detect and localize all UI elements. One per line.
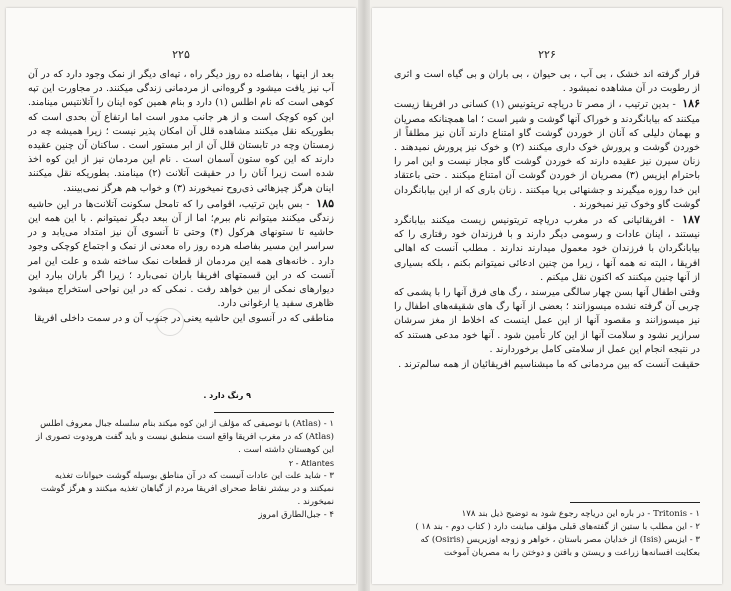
right-page xyxy=(372,8,722,584)
section-number-187: ۱۸۷ xyxy=(682,213,700,227)
right-paragraph-3: ۱۸۷ - افریقائیانی که در مغرب دریاچه تریتونیس زیست میکنند بیابانگرد نیستند ، اینان عادات و رسومی دیگر دارند و با فرزندان خود رفتاری را که بیابانگردان با فرزندان خود معمول میدارند ندارند . مطلب آنست که اهالی افریقا ، البته نه همه آنها ، زیرا من چنین ادعائی نمیتوانم بکنم ، بلکه بسیاری از آنها چنین میکنند که اکنون نقل میکنم . xyxy=(394,213,700,283)
section-number-185: ۱۸۵ xyxy=(316,196,335,210)
left-footnote-divider xyxy=(214,412,334,413)
right-footnote-3: ۳ - ایزیس (Isis) از خدایان مصر باستان ، خواهر و زوجه اوزیریس (Osiris) که بعکایت افسانه‌ها زراعت و ریستن و بافتن و دوختن را به مصریان آموخت xyxy=(420,535,700,558)
left-page xyxy=(6,8,356,584)
book-gutter xyxy=(358,0,370,591)
right-page-number: ۲۲۶ xyxy=(538,48,556,61)
left-footnote-4: ۴ - جبل‌الطارق امروز xyxy=(258,510,334,520)
left-footnotes xyxy=(28,418,334,522)
right-footnote-2: ۲ - این مطلب با ستین از گفته‌های قبلی مؤلف مباینت دارد ( کتاب دوم - بند ۱۸ ) xyxy=(415,522,700,532)
left-paragraph-2-text: بس باین ترتیب، اقوامی را که تامحل سکونت آتلانت‌ها در این حاشیه زندگی میکنند میتوانم نام ببرم؛ اما از آن ببعد دیگر نمیتوانم . با این همه این حاشیه تا ستونهای هرکول (۴) وحتی تا آنسوی آن نیز امتداد می‌یابد و در سراسر این مسیر بفاصله هرده روز راه معدنی از نمک و اجتماع کوچکی وجود دارد . خانه‌های همه این مردمان از قطعات نمک ساخته شده و علت این امر آنست که در این قسمتهای افریقا باران نمی‌بارد ؛ زیرا اگر باران ببارد این دیوارهای نمکی از بین خواهد رفت . نمکی که در این نواحی استخراج میشود ظاهری سفید یا ارغوانی دارد. xyxy=(28,198,335,310)
right-paragraph-4: وقتی اطفال آنها بسن چهار سالگی میرسند ، رگ های فرق آنها را با پشمی که چربی آن گرفته نشده میسوزانند ؛ بعضی از آنها رگ های شقیقه‌های اطفال را نیز میسوزانند و مقصود آنها از این عمل اینست که اخلاط از مغز سرشان سرازیر نشود و سلامت آنها از این کار تأمین شود . آنها خود مدعی هستند که در نتیجه انجام این عمل از سلامتی کامل برخوردارند . xyxy=(394,287,700,355)
left-paragraph-2: ۱۸۵ - بس باین ترتیب، اقوامی را که تامحل سکونت آتلانت‌ها در این حاشیه زندگی میکنند میتوانم نام ببرم؛ اما از آن ببعد دیگر نمیتوانم . با این همه این حاشیه تا ستونهای هرکول (۴) وحتی تا آنسوی آن نیز امتداد می‌یابد و در سراسر این مسیر بفاصله هرده روز راه معدنی از نمک و اجتماع کوچکی وجود دارد . خانه‌های همه این مردمان از قطعات نمک ساخته شده و علت این امر آنست که در این قسمتهای افریقا باران نمی‌بارد ؛ زیرا اگر باران ببارد این دیوارهای نمکی از بین خواهد رفت . نمکی که در این نواحی استخراج میشود ظاهری سفید یا ارغوانی دارد. xyxy=(28,196,335,310)
right-paragraph-5: حقیقت آنست که بین مردمانی که ما میشناسیم افریقائیان از همه سالم‌ترند . xyxy=(398,359,700,371)
section-number-186: ۱۸۶ xyxy=(682,97,700,111)
right-page-body xyxy=(394,68,700,373)
right-paragraph-1: قرار گرفته اند خشک ، بی آب ، بی حیوان ، بی باران و بی گیاه است و اثری از رطوبت در آن مشاهده نمیشود . xyxy=(394,69,700,95)
handwritten-annotation: ۹ رنگ دارد . xyxy=(203,391,251,400)
left-page-body xyxy=(28,68,334,328)
left-footnote-3: ۳ - شاید علت این عادات آنیست که در آن مناطق بوسیله گوشت حیوانات تغذیه نمیکنند و در بیشتر نقاط صحرای افریقا مردم از گیاهان تغذیه میکنند و هرگز گوشت نمیخورند . xyxy=(40,471,334,507)
left-page-number: ۲۲۵ xyxy=(172,48,190,61)
left-paragraph-3: مناطقی که در آنسوی این حاشیه یعنی در جنوب آن و در سمت داخلی افریقا xyxy=(34,313,334,325)
right-footnotes xyxy=(394,508,700,560)
right-paragraph-3-text: افریقائیانی که در مغرب دریاچه تریتونیس زیست میکنند بیابانگرد نیستند ، اینان عادات و رسومی دیگر دارند و با فرزندان خود رفتاری را که بیابانگردان با فرزندان خود معمول میدارند ندارند . مطلب آنست که اهالی افریقا ، البته نه همه آنها ، زیرا من چنین ادعائی نمیتوانم بکنم ، بلکه بسیاری از آنها چنین میکنند که اکنون نقل میکنم . xyxy=(394,215,700,283)
left-footnote-2: ۲ - Atlantes xyxy=(288,459,334,468)
right-footnote-1: ۱ - Tritonis - در باره این دریاچه رجوع شود به توضیح ذیل بند ۱۷۸ xyxy=(461,509,700,519)
library-stamp xyxy=(156,308,184,336)
left-footnote-1: ۱ - (Atlas) با توصیفی که مؤلف از این کوه میکند بنام سلسله جبال معروف اطلس (Atlas) که در مغرب افریقا واقع است منطبق نیست و باید گفت هرودوت تصوری از این کوهستان داشته است . xyxy=(35,419,334,455)
right-paragraph-2-text: بدین ترتیب ، از مصر تا دریاچه تریتونیس (۱) کسانی در افریقا زیست میکنند که بیابانگردند و خوراک آنها گوشت و شیر است ؛ اما همچنانکه مصریان و بهمان دلیلی که آنان از خوردن گوشت گاو امتناع دارند آنان نیز مطلقاً از خوردن گوشت و پرورش خوک داری میکنند (۲) و خوک نیز پرورش نمیدهند . زنان سیرن نیز عقیده دارند که خوردن گوشت گاو مجاز نیست و این امر را باحترام ایزیس (۳) مصریان از خوردن گوشت آن امتناع میکنند . حتی باعتقاد این خدا روزه میگیرند و جشنهائی برپا میکنند . زنان باری که از این بیابانگردان گوشت گاو وخوک تیز نمیخورند . xyxy=(394,99,700,210)
right-paragraph-2: ۱۸۶ - بدین ترتیب ، از مصر تا دریاچه تریتونیس (۱) کسانی در افریقا زیست میکنند که بیابانگردند و خوراک آنها گوشت و شیر است ؛ اما همچنانکه مصریان و بهمان دلیلی که آنان از خوردن گوشت گاو امتناع دارند آنان نیز مطلقاً از خوردن گوشت و پرورش خوک داری میکنند (۲) و خوک نیز پرورش نمیدهند . زنان سیرن نیز عقیده دارند که خوردن گوشت گاو مجاز نیست و این امر را باحترام ایزیس (۳) مصریان از خوردن گوشت آن امتناع میکنند . حتی باعتقاد این خدا روزه میگیرند و جشنهائی برپا میکنند . زنان باری که از این بیابانگردان گوشت گاو وخوک تیز نمیخورند . xyxy=(394,97,700,210)
left-paragraph-1: بعد از اینها ، بفاصله ده روز دیگر راه ، تپه‌ای دیگر از نمک وجود دارد که در آن آب نیز یافت میشود و گروه‌انی از مردمانی زندگی میکنند. در مجاورت این تپه کوهی است که نام اطلس (۱) دارد و بنام همین کوه اینان را آتلانتیس مینامند. این کوه کوچک است و از هر جانب مدور است اما ارتفاع آن بحدی است که بطوریکه نقل میکنند مشاهده قلل آن امکان پذیر نیست ؛ زیرا همیشه چه در زمستان وچه در تابستان قلل آن از ابر مستور است . ساکنان آن چنین عقیده دارند که این کوه ستون آسمان است . نام این مردمان نیز از این کوه اخذ شده است زیرا آنان را در حقیقت آتلانت (۲) مینامند. بطوریکه نقل میکنند اینان هرگز چیزهائی ذی‌روح نمیخورند (۳) و خواب هم هرگز نمی‌بینند. xyxy=(28,69,334,194)
right-footnote-divider xyxy=(570,502,700,503)
